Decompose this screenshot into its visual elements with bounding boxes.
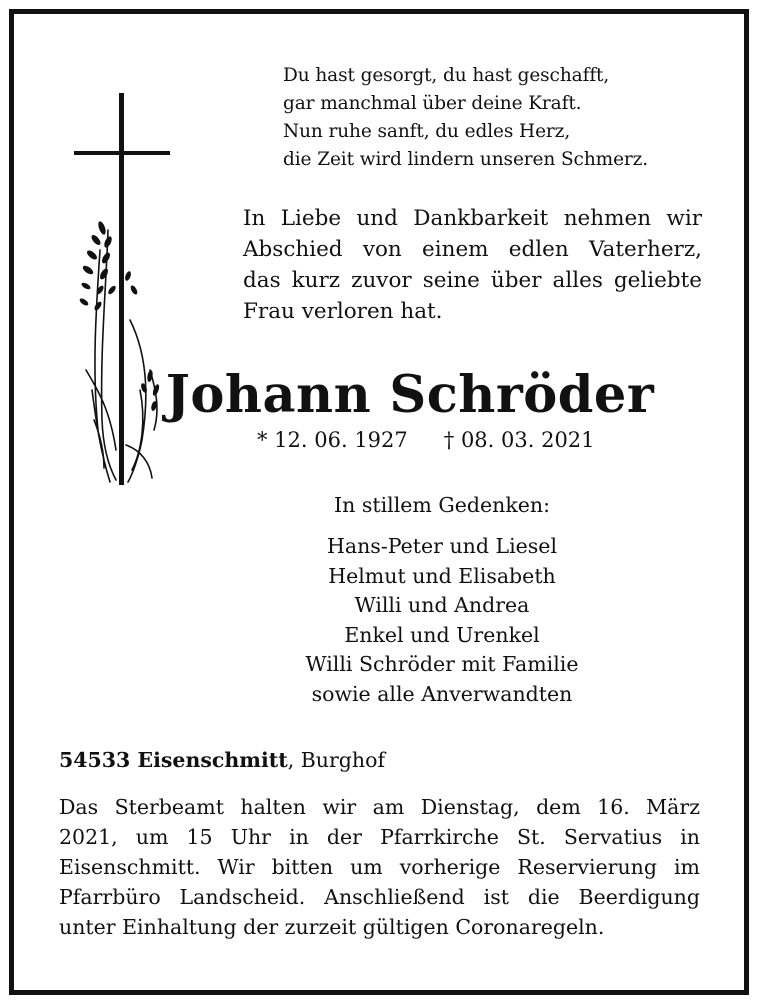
- family-entry: sowie alle Anverwandten: [311, 681, 573, 706]
- funeral-notice: [59, 792, 700, 942]
- notice-line: Das Sterbeamt halten wir am Dienstag, dem 16. März: [59, 795, 700, 819]
- notice-line: Eisenschmitt. Wir bitten um vorherige Reservierung im: [59, 855, 700, 879]
- birth-date: * 12. 06. 1927: [257, 428, 408, 452]
- cross-with-grass-icon: [70, 90, 180, 490]
- address-town: 54533 Eisenschmitt: [59, 748, 288, 772]
- poem-line: Du hast gesorgt, du hast geschafft,: [283, 65, 610, 86]
- family-entry: Enkel und Urenkel: [344, 622, 540, 647]
- poem-line: die Zeit wird lindern unseren Schmerz.: [283, 149, 649, 170]
- address-street: , Burghof: [287, 748, 386, 772]
- family-entry: Hans-Peter und Liesel: [327, 534, 557, 558]
- intro-line: Abschied von einem edlen Vaterherz,: [243, 237, 702, 262]
- intro-text: [243, 203, 702, 327]
- notice-line: unter Einhaltung der zurzeit gültigen Coronaregeln.: [59, 915, 605, 939]
- memory-heading: In stillem Gedenken:: [334, 493, 550, 517]
- deceased-name: Johann Schröder: [165, 365, 655, 425]
- intro-line: In Liebe und Dankbarkeit nehmen wir: [243, 206, 702, 231]
- poem: [283, 62, 648, 174]
- family-list: [0, 532, 758, 709]
- death-date: † 08. 03. 2021: [443, 428, 595, 452]
- address: [59, 745, 385, 775]
- poem-line: gar manchmal über deine Kraft.: [283, 93, 582, 114]
- family-entry: Helmut und Elisabeth: [328, 563, 556, 588]
- intro-line: das kurz zuvor seine über alles geliebte: [243, 268, 702, 293]
- family-entry: Willi und Andrea: [354, 593, 530, 617]
- notice-line: 2021, um 15 Uhr in der Pfarrkirche St. Servatius in: [59, 825, 700, 849]
- notice-line: Pfarrbüro Landscheid. Anschließend ist die Beerdigung: [59, 885, 700, 909]
- intro-line: Frau verloren hat.: [243, 299, 443, 324]
- family-entry: Willi Schröder mit Familie: [305, 652, 579, 676]
- poem-line: Nun ruhe sanft, du edles Herz,: [283, 121, 571, 142]
- life-dates: [257, 425, 595, 455]
